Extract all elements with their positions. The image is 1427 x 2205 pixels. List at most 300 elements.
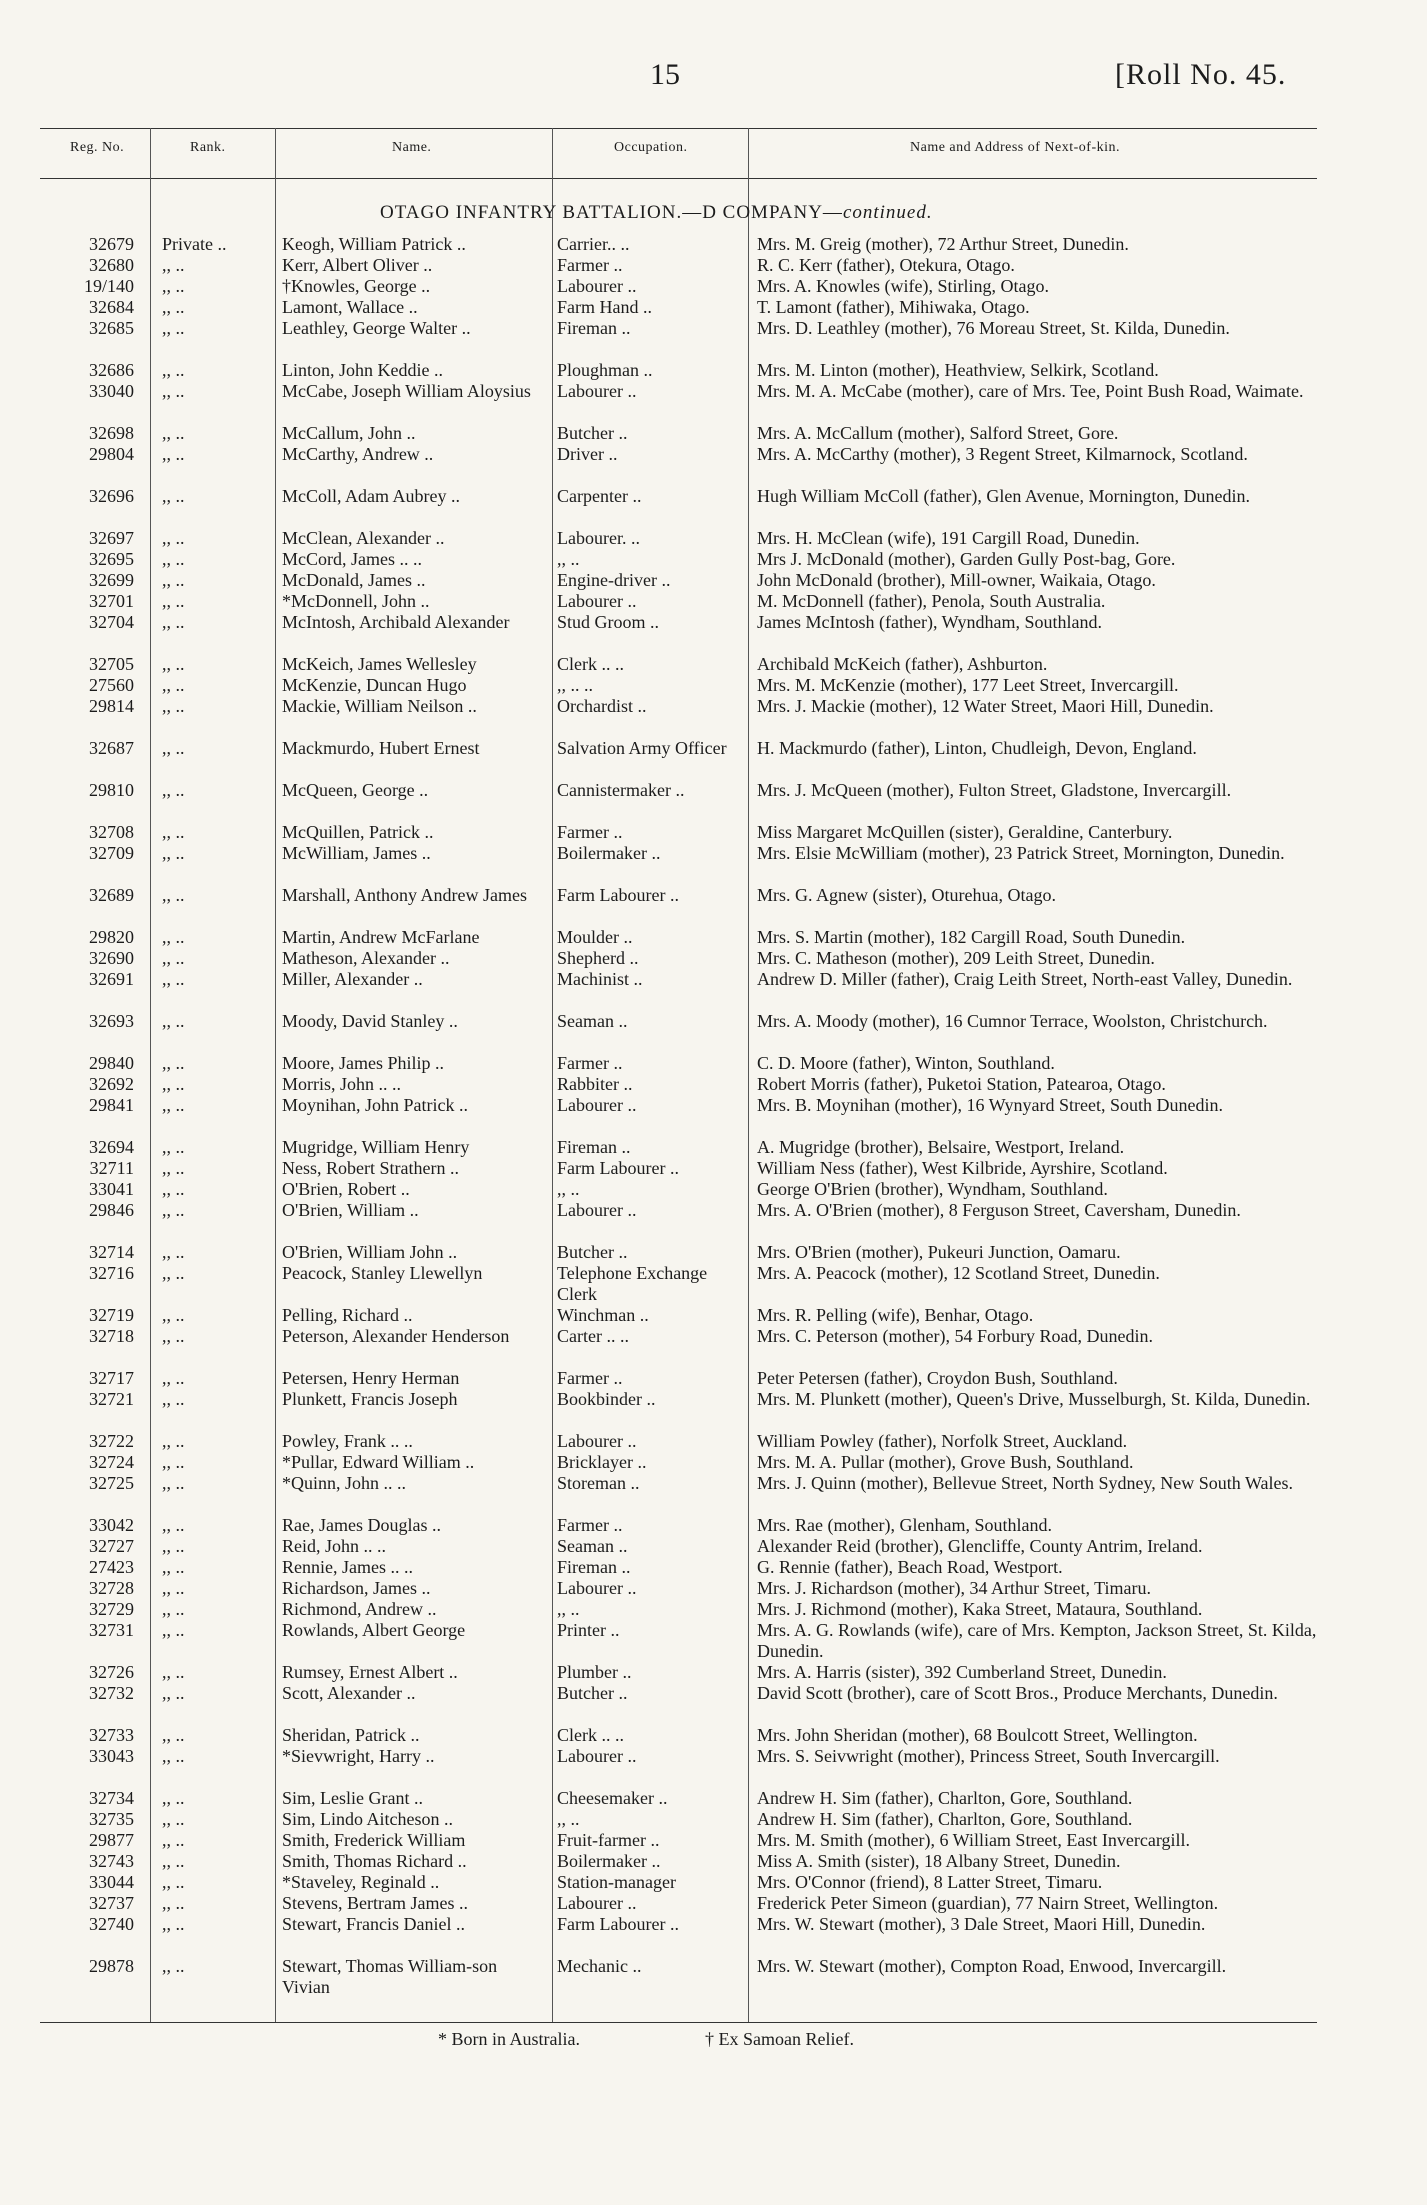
reg-number-cell: 32737 bbox=[89, 1893, 134, 1913]
next-of-kin-cell: Mrs. O'Brien (mother), Pukeuri Junction, Oamaru. bbox=[757, 1242, 1121, 1262]
rank-cell: ,, .. bbox=[162, 1851, 185, 1871]
reg-number-cell: 32731 bbox=[89, 1620, 134, 1640]
next-of-kin-cell: George O'Brien (brother), Wyndham, Southland. bbox=[757, 1179, 1108, 1199]
occupation-cell: Moulder .. bbox=[557, 927, 633, 947]
soldier-name-cell: Sim, Leslie Grant .. bbox=[282, 1788, 423, 1808]
next-of-kin-cell: Mrs. J. Quinn (mother), Bellevue Street, North Sydney, New South Wales. bbox=[757, 1473, 1293, 1493]
next-of-kin-cell: Mrs. J. Richmond (mother), Kaka Street, Mataura, Southland. bbox=[757, 1599, 1203, 1619]
occupation-cell: Labourer .. bbox=[557, 1095, 637, 1115]
reg-number-cell: 32719 bbox=[89, 1305, 134, 1325]
next-of-kin-cell: Peter Petersen (father), Croydon Bush, Southland. bbox=[757, 1368, 1118, 1388]
column-header-rank: Rank. bbox=[190, 140, 226, 155]
soldier-name-cell: Martin, Andrew McFarlane bbox=[282, 927, 480, 947]
soldier-name-cell: McWilliam, James .. bbox=[282, 843, 431, 863]
rank-cell: ,, .. bbox=[162, 1662, 185, 1682]
reg-number-cell: 32717 bbox=[89, 1368, 134, 1388]
soldier-name-cell: *Sievwright, Harry .. bbox=[282, 1746, 435, 1766]
reg-number-cell: 32708 bbox=[89, 822, 134, 842]
occupation-cell: Plumber .. bbox=[557, 1662, 632, 1682]
soldier-name-cell: Rennie, James .. .. bbox=[282, 1557, 413, 1577]
next-of-kin-cell: Mrs. J. Mackie (mother), 12 Water Street, Maori Hill, Dunedin. bbox=[757, 696, 1214, 716]
soldier-name-cell: *Staveley, Reginald .. bbox=[282, 1872, 440, 1892]
reg-number-cell: 32692 bbox=[89, 1074, 134, 1094]
next-of-kin-cell: Mrs. A. Harris (sister), 392 Cumberland Street, Dunedin. bbox=[757, 1662, 1167, 1682]
next-of-kin-cell: Mrs. A. G. Rowlands (wife), care of Mrs. Kempton, Jackson Street, St. Kilda, Dunedin. bbox=[757, 1620, 1317, 1661]
column-divider bbox=[150, 128, 151, 2023]
next-of-kin-cell: T. Lamont (father), Mihiwaka, Otago. bbox=[757, 297, 1030, 317]
occupation-cell: Farmer .. bbox=[557, 255, 623, 275]
soldier-name-cell: McQuillen, Patrick .. bbox=[282, 822, 434, 842]
soldier-name-cell: Lamont, Wallace .. bbox=[282, 297, 418, 317]
next-of-kin-cell: Mrs. M. Greig (mother), 72 Arthur Street, Dunedin. bbox=[757, 234, 1129, 254]
next-of-kin-cell: Mrs. J. Richardson (mother), 34 Arthur Street, Timaru. bbox=[757, 1578, 1151, 1598]
soldier-name-cell: Morris, John .. .. bbox=[282, 1074, 402, 1094]
occupation-cell: Labourer. .. bbox=[557, 528, 640, 548]
reg-number-cell: 32743 bbox=[89, 1851, 134, 1871]
rank-cell: ,, .. bbox=[162, 1095, 185, 1115]
next-of-kin-cell: Archibald McKeich (father), Ashburton. bbox=[757, 654, 1048, 674]
rank-cell: ,, .. bbox=[162, 1389, 185, 1409]
reg-number-cell: 32735 bbox=[89, 1809, 134, 1829]
soldier-name-cell: Sheridan, Patrick .. bbox=[282, 1725, 420, 1745]
soldier-name-cell: Ness, Robert Strathern .. bbox=[282, 1158, 459, 1178]
soldier-name-cell: Moynihan, John Patrick .. bbox=[282, 1095, 468, 1115]
occupation-cell: Salvation Army Officer bbox=[557, 738, 727, 758]
soldier-name-cell: *Quinn, John .. .. bbox=[282, 1473, 407, 1493]
reg-number-cell: 32718 bbox=[89, 1326, 134, 1346]
occupation-cell: ,, .. bbox=[557, 1179, 580, 1199]
next-of-kin-cell: Miss Margaret McQuillen (sister), Geraldine, Canterbury. bbox=[757, 822, 1173, 842]
rank-cell: ,, .. bbox=[162, 1074, 185, 1094]
rank-cell: ,, .. bbox=[162, 1893, 185, 1913]
table-bottom-rule bbox=[40, 2022, 1317, 2023]
rank-cell: ,, .. bbox=[162, 591, 185, 611]
reg-number-cell: 32689 bbox=[89, 885, 134, 905]
occupation-cell: Bookbinder .. bbox=[557, 1389, 656, 1409]
occupation-cell: Mechanic .. bbox=[557, 1956, 642, 1976]
reg-number-cell: 33042 bbox=[89, 1515, 134, 1535]
header-bottom-rule bbox=[40, 178, 1317, 179]
soldier-name-cell: Stevens, Bertram James .. bbox=[282, 1893, 468, 1913]
column-divider bbox=[748, 128, 749, 2023]
soldier-name-cell: McDonald, James .. bbox=[282, 570, 426, 590]
reg-number-cell: 32693 bbox=[89, 1011, 134, 1031]
reg-number-cell: 29814 bbox=[89, 696, 134, 716]
rank-cell: ,, .. bbox=[162, 381, 185, 401]
next-of-kin-cell: Mrs. B. Moynihan (mother), 16 Wynyard Street, South Dunedin. bbox=[757, 1095, 1224, 1115]
occupation-cell: Farmer .. bbox=[557, 1368, 623, 1388]
next-of-kin-cell: Mrs. M. A. Pullar (mother), Grove Bush, Southland. bbox=[757, 1452, 1134, 1472]
rank-cell: ,, .. bbox=[162, 1515, 185, 1535]
next-of-kin-cell: Mrs. A. Knowles (wife), Stirling, Otago. bbox=[757, 276, 1049, 296]
rank-cell: ,, .. bbox=[162, 738, 185, 758]
soldier-name-cell: Smith, Thomas Richard .. bbox=[282, 1851, 467, 1871]
reg-number-cell: 32690 bbox=[89, 948, 134, 968]
next-of-kin-cell: Mrs. M. Linton (mother), Heathview, Selkirk, Scotland. bbox=[757, 360, 1159, 380]
reg-number-cell: 29878 bbox=[89, 1956, 134, 1976]
occupation-cell: Labourer .. bbox=[557, 1431, 637, 1451]
next-of-kin-cell: Mrs. O'Connor (friend), 8 Latter Street, Timaru. bbox=[757, 1872, 1103, 1892]
rank-cell: ,, .. bbox=[162, 1788, 185, 1808]
occupation-cell: Carrier.. .. bbox=[557, 234, 630, 254]
rank-cell: ,, .. bbox=[162, 885, 185, 905]
reg-number-cell: 32687 bbox=[89, 738, 134, 758]
reg-number-cell: 32722 bbox=[89, 1431, 134, 1451]
next-of-kin-cell: Mrs. C. Peterson (mother), 54 Forbury Road, Dunedin. bbox=[757, 1326, 1153, 1346]
reg-number-cell: 29804 bbox=[89, 444, 134, 464]
rank-cell: ,, .. bbox=[162, 1242, 185, 1262]
occupation-cell: Ploughman .. bbox=[557, 360, 653, 380]
rank-cell: ,, .. bbox=[162, 1368, 185, 1388]
soldier-name-cell: Scott, Alexander .. bbox=[282, 1683, 416, 1703]
next-of-kin-cell: Mrs. G. Agnew (sister), Oturehua, Otago. bbox=[757, 885, 1056, 905]
rank-cell: ,, .. bbox=[162, 297, 185, 317]
soldier-name-cell: Pelling, Richard .. bbox=[282, 1305, 413, 1325]
reg-number-cell: 32691 bbox=[89, 969, 134, 989]
next-of-kin-cell: H. Mackmurdo (father), Linton, Chudleigh, Devon, England. bbox=[757, 738, 1197, 758]
soldier-name-cell: O'Brien, William .. bbox=[282, 1200, 419, 1220]
next-of-kin-cell: Hugh William McColl (father), Glen Avenue, Mornington, Dunedin. bbox=[757, 486, 1251, 506]
occupation-cell: Fruit-farmer .. bbox=[557, 1830, 660, 1850]
next-of-kin-cell: Mrs. J. McQueen (mother), Fulton Street, Gladstone, Invercargill. bbox=[757, 780, 1232, 800]
reg-number-cell: 33040 bbox=[89, 381, 134, 401]
rank-cell: ,, .. bbox=[162, 1452, 185, 1472]
occupation-cell: Carpenter .. bbox=[557, 486, 642, 506]
next-of-kin-cell: Mrs. John Sheridan (mother), 68 Boulcott Street, Wellington. bbox=[757, 1725, 1198, 1745]
soldier-name-cell: Miller, Alexander .. bbox=[282, 969, 423, 989]
occupation-cell: Engine-driver .. bbox=[557, 570, 671, 590]
reg-number-cell: 32728 bbox=[89, 1578, 134, 1598]
occupation-cell: Stud Groom .. bbox=[557, 612, 660, 632]
section-title: OTAGO INFANTRY BATTALION.—D COMPANY— bbox=[380, 202, 843, 223]
reg-number-cell: 32701 bbox=[89, 591, 134, 611]
rank-cell: ,, .. bbox=[162, 423, 185, 443]
next-of-kin-cell: Mrs. A. McCallum (mother), Salford Street, Gore. bbox=[757, 423, 1119, 443]
occupation-cell: Storeman .. bbox=[557, 1473, 640, 1493]
occupation-cell: Cheesemaker .. bbox=[557, 1788, 668, 1808]
header-top-rule bbox=[40, 128, 1317, 129]
occupation-cell: Labourer .. bbox=[557, 381, 637, 401]
reg-number-cell: 27423 bbox=[89, 1557, 134, 1577]
reg-number-cell: 32704 bbox=[89, 612, 134, 632]
reg-number-cell: 33041 bbox=[89, 1179, 134, 1199]
next-of-kin-cell: Mrs. A. O'Brien (mother), 8 Ferguson Street, Caversham, Dunedin. bbox=[757, 1200, 1241, 1220]
reg-number-cell: 32725 bbox=[89, 1473, 134, 1493]
rank-cell: ,, .. bbox=[162, 1431, 185, 1451]
rank-cell: ,, .. bbox=[162, 360, 185, 380]
occupation-cell: Carter .. .. bbox=[557, 1326, 629, 1346]
rank-cell: ,, .. bbox=[162, 549, 185, 569]
page-number: 15 bbox=[650, 58, 680, 91]
next-of-kin-cell: Mrs. D. Leathley (mother), 76 Moreau Street, St. Kilda, Dunedin. bbox=[757, 318, 1230, 338]
soldier-name-cell: Moody, David Stanley .. bbox=[282, 1011, 458, 1031]
soldier-name-cell: †Knowles, George .. bbox=[282, 276, 431, 296]
rank-cell: ,, .. bbox=[162, 1536, 185, 1556]
reg-number-cell: 32724 bbox=[89, 1452, 134, 1472]
next-of-kin-cell: G. Rennie (father), Beach Road, Westport. bbox=[757, 1557, 1063, 1577]
rank-cell: ,, .. bbox=[162, 948, 185, 968]
soldier-name-cell: Mugridge, William Henry bbox=[282, 1137, 470, 1157]
next-of-kin-cell: R. C. Kerr (father), Otekura, Otago. bbox=[757, 255, 1015, 275]
footnote-ex-samoan-relief: † Ex Samoan Relief. bbox=[705, 2029, 854, 2049]
reg-number-cell: 32734 bbox=[89, 1788, 134, 1808]
occupation-cell: Winchman .. bbox=[557, 1305, 649, 1325]
reg-number-cell: 32714 bbox=[89, 1242, 134, 1262]
rank-cell: ,, .. bbox=[162, 1956, 185, 1976]
soldier-name-cell: Matheson, Alexander .. bbox=[282, 948, 450, 968]
rank-cell: ,, .. bbox=[162, 927, 185, 947]
rank-cell: ,, .. bbox=[162, 1809, 185, 1829]
occupation-cell: Boilermaker .. bbox=[557, 1851, 661, 1871]
reg-number-cell: 32740 bbox=[89, 1914, 134, 1934]
occupation-cell: Labourer .. bbox=[557, 1746, 637, 1766]
occupation-cell: Driver .. bbox=[557, 444, 618, 464]
reg-number-cell: 29846 bbox=[89, 1200, 134, 1220]
occupation-cell: Fireman .. bbox=[557, 318, 631, 338]
rank-cell: ,, .. bbox=[162, 1557, 185, 1577]
occupation-cell: Machinist .. bbox=[557, 969, 643, 989]
rank-cell: ,, .. bbox=[162, 1326, 185, 1346]
reg-number-cell: 32680 bbox=[89, 255, 134, 275]
next-of-kin-cell: Mrs. Elsie McWilliam (mother), 23 Patrick Street, Mornington, Dunedin. bbox=[757, 843, 1285, 863]
column-header-occupation: Occupation. bbox=[614, 140, 688, 155]
reg-number-cell: 32705 bbox=[89, 654, 134, 674]
occupation-cell: Butcher .. bbox=[557, 1242, 628, 1262]
next-of-kin-cell: William Powley (father), Norfolk Street, Auckland. bbox=[757, 1431, 1128, 1451]
reg-number-cell: 32716 bbox=[89, 1263, 134, 1283]
rank-cell: ,, .. bbox=[162, 1137, 185, 1157]
soldier-name-cell: McQueen, George .. bbox=[282, 780, 429, 800]
reg-number-cell: 32694 bbox=[89, 1137, 134, 1157]
soldier-name-cell: Rowlands, Albert George bbox=[282, 1620, 466, 1640]
occupation-cell: ,, .. bbox=[557, 549, 580, 569]
occupation-cell: Fireman .. bbox=[557, 1137, 631, 1157]
soldier-name-cell: McKeich, James Wellesley bbox=[282, 654, 477, 674]
soldier-name-cell: McColl, Adam Aubrey .. bbox=[282, 486, 460, 506]
reg-number-cell: 32696 bbox=[89, 486, 134, 506]
reg-number-cell: 32699 bbox=[89, 570, 134, 590]
occupation-cell: Labourer .. bbox=[557, 591, 637, 611]
occupation-cell: Clerk .. .. bbox=[557, 1725, 624, 1745]
rank-cell: ,, .. bbox=[162, 444, 185, 464]
occupation-cell: Clerk .. .. bbox=[557, 654, 624, 674]
soldier-name-cell: Keogh, William Patrick .. bbox=[282, 234, 466, 254]
soldier-name-cell: Rumsey, Ernest Albert .. bbox=[282, 1662, 458, 1682]
rank-cell: ,, .. bbox=[162, 1620, 185, 1640]
reg-number-cell: 32686 bbox=[89, 360, 134, 380]
next-of-kin-cell: Miss A. Smith (sister), 18 Albany Street, Dunedin. bbox=[757, 1851, 1121, 1871]
reg-number-cell: 19/140 bbox=[83, 276, 134, 296]
occupation-cell: Farmer .. bbox=[557, 822, 623, 842]
reg-number-cell: 29841 bbox=[89, 1095, 134, 1115]
soldier-name-cell: *McDonnell, John .. bbox=[282, 591, 430, 611]
reg-number-cell: 32711 bbox=[89, 1158, 134, 1178]
reg-number-cell: 32684 bbox=[89, 297, 134, 317]
column-header-reg-no: Reg. No. bbox=[70, 140, 125, 155]
next-of-kin-cell: Mrs. S. Martin (mother), 182 Cargill Road, South Dunedin. bbox=[757, 927, 1186, 947]
soldier-name-cell: Richmond, Andrew .. bbox=[282, 1599, 437, 1619]
reg-number-cell: 29820 bbox=[89, 927, 134, 947]
reg-number-cell: 32697 bbox=[89, 528, 134, 548]
occupation-cell: Farmer .. bbox=[557, 1515, 623, 1535]
reg-number-cell: 32733 bbox=[89, 1725, 134, 1745]
rank-cell: ,, .. bbox=[162, 1725, 185, 1745]
occupation-cell: Boilermaker .. bbox=[557, 843, 661, 863]
soldier-name-cell: Moore, James Philip .. bbox=[282, 1053, 444, 1073]
soldier-name-cell: Peterson, Alexander Henderson bbox=[282, 1326, 510, 1346]
next-of-kin-cell: Mrs. M. A. McCabe (mother), care of Mrs. Tee, Point Bush Road, Waimate. bbox=[757, 381, 1304, 401]
next-of-kin-cell: Andrew H. Sim (father), Charlton, Gore, Southland. bbox=[757, 1809, 1133, 1829]
occupation-cell: Telephone Exchange Clerk bbox=[557, 1263, 708, 1304]
soldier-name-cell: McCord, James .. .. bbox=[282, 549, 422, 569]
soldier-name-cell: Sim, Lindo Aitcheson .. bbox=[282, 1809, 453, 1829]
soldier-name-cell: Petersen, Henry Herman bbox=[282, 1368, 460, 1388]
occupation-cell: Farm Labourer .. bbox=[557, 1914, 679, 1934]
soldier-name-cell: McCallum, John .. bbox=[282, 423, 416, 443]
rank-cell: Private .. bbox=[162, 234, 227, 254]
next-of-kin-cell: Mrs. C. Matheson (mother), 209 Leith Street, Dunedin. bbox=[757, 948, 1155, 968]
rank-cell: ,, .. bbox=[162, 780, 185, 800]
occupation-cell: Cannistermaker .. bbox=[557, 780, 685, 800]
occupation-cell: Printer .. bbox=[557, 1620, 620, 1640]
rank-cell: ,, .. bbox=[162, 969, 185, 989]
occupation-cell: Shepherd .. bbox=[557, 948, 639, 968]
next-of-kin-cell: Mrs. H. McClean (wife), 191 Cargill Road, Dunedin. bbox=[757, 528, 1140, 548]
rank-cell: ,, .. bbox=[162, 255, 185, 275]
rank-cell: ,, .. bbox=[162, 1011, 185, 1031]
rank-cell: ,, .. bbox=[162, 654, 185, 674]
soldier-name-cell: Powley, Frank .. .. bbox=[282, 1431, 413, 1451]
next-of-kin-cell: Mrs. Rae (mother), Glenham, Southland. bbox=[757, 1515, 1052, 1535]
soldier-name-cell: Richardson, James .. bbox=[282, 1578, 431, 1598]
rank-cell: ,, .. bbox=[162, 570, 185, 590]
reg-number-cell: 32726 bbox=[89, 1662, 134, 1682]
reg-number-cell: 32721 bbox=[89, 1389, 134, 1409]
soldier-name-cell: Rae, James Douglas .. bbox=[282, 1515, 441, 1535]
reg-number-cell: 29840 bbox=[89, 1053, 134, 1073]
occupation-cell: Labourer .. bbox=[557, 1578, 637, 1598]
soldier-name-cell: McClean, Alexander .. bbox=[282, 528, 445, 548]
rank-cell: ,, .. bbox=[162, 1914, 185, 1934]
rank-cell: ,, .. bbox=[162, 486, 185, 506]
next-of-kin-cell: M. McDonnell (father), Penola, South Australia. bbox=[757, 591, 1106, 611]
occupation-cell: Bricklayer .. bbox=[557, 1452, 647, 1472]
next-of-kin-cell: Mrs. M. McKenzie (mother), 177 Leet Street, Invercargill. bbox=[757, 675, 1179, 695]
occupation-cell: Rabbiter .. bbox=[557, 1074, 633, 1094]
soldier-name-cell: O'Brien, Robert .. bbox=[282, 1179, 410, 1199]
next-of-kin-cell: Mrs. A. McCarthy (mother), 3 Regent Street, Kilmarnock, Scotland. bbox=[757, 444, 1248, 464]
soldier-name-cell: Kerr, Albert Oliver .. bbox=[282, 255, 433, 275]
next-of-kin-cell: Mrs. A. Peacock (mother), 12 Scotland Street, Dunedin. bbox=[757, 1263, 1160, 1283]
occupation-cell: Butcher .. bbox=[557, 423, 628, 443]
reg-number-cell: 32727 bbox=[89, 1536, 134, 1556]
reg-number-cell: 32698 bbox=[89, 423, 134, 443]
reg-number-cell: 29810 bbox=[89, 780, 134, 800]
reg-number-cell: 27560 bbox=[89, 675, 134, 695]
occupation-cell: Farm Labourer .. bbox=[557, 1158, 679, 1178]
next-of-kin-cell: Mrs. W. Stewart (mother), Compton Road, Enwood, Invercargill. bbox=[757, 1956, 1227, 1976]
footnote-born-in-australia: * Born in Australia. bbox=[438, 2029, 580, 2049]
column-header-name: Name. bbox=[392, 140, 432, 155]
rank-cell: ,, .. bbox=[162, 1599, 185, 1619]
next-of-kin-cell: Andrew H. Sim (father), Charlton, Gore, Southland. bbox=[757, 1788, 1133, 1808]
reg-number-cell: 32732 bbox=[89, 1683, 134, 1703]
rank-cell: ,, .. bbox=[162, 1830, 185, 1850]
occupation-cell: Orchardist .. bbox=[557, 696, 647, 716]
next-of-kin-cell: David Scott (brother), care of Scott Bros., Produce Merchants, Dunedin. bbox=[757, 1683, 1278, 1703]
rank-cell: ,, .. bbox=[162, 1053, 185, 1073]
soldier-name-cell: McKenzie, Duncan Hugo bbox=[282, 675, 467, 695]
rank-cell: ,, .. bbox=[162, 1746, 185, 1766]
next-of-kin-cell: Mrs J. McDonald (mother), Garden Gully Post-bag, Gore. bbox=[757, 549, 1176, 569]
occupation-cell: Farm Hand .. bbox=[557, 297, 652, 317]
rank-cell: ,, .. bbox=[162, 318, 185, 338]
soldier-name-cell: McCabe, Joseph William Aloysius bbox=[282, 381, 531, 401]
next-of-kin-cell: Mrs. A. Moody (mother), 16 Cumnor Terrace, Woolston, Christchurch. bbox=[757, 1011, 1268, 1031]
soldier-name-cell: Peacock, Stanley Llewellyn bbox=[282, 1263, 483, 1283]
reg-number-cell: 29877 bbox=[89, 1830, 134, 1850]
rank-cell: ,, .. bbox=[162, 1179, 185, 1199]
occupation-cell: Labourer .. bbox=[557, 276, 637, 296]
section-heading bbox=[380, 202, 933, 224]
next-of-kin-cell: Alexander Reid (brother), Glencliffe, County Antrim, Ireland. bbox=[757, 1536, 1203, 1556]
occupation-cell: Farm Labourer .. bbox=[557, 885, 679, 905]
reg-number-cell: 32729 bbox=[89, 1599, 134, 1619]
rank-cell: ,, .. bbox=[162, 1683, 185, 1703]
occupation-cell: ,, .. bbox=[557, 1599, 580, 1619]
reg-number-cell: 32679 bbox=[89, 234, 134, 254]
soldier-name-cell: Plunkett, Francis Joseph bbox=[282, 1389, 458, 1409]
next-of-kin-cell: Mrs. W. Stewart (mother), 3 Dale Street, Maori Hill, Dunedin. bbox=[757, 1914, 1206, 1934]
rank-cell: ,, .. bbox=[162, 1200, 185, 1220]
soldier-name-cell: O'Brien, William John .. bbox=[282, 1242, 458, 1262]
soldier-name-cell: Reid, John .. .. bbox=[282, 1536, 387, 1556]
rank-cell: ,, .. bbox=[162, 675, 185, 695]
occupation-cell: Seaman .. bbox=[557, 1536, 628, 1556]
occupation-cell: Farmer .. bbox=[557, 1053, 623, 1073]
roll-number-label: [Roll No. 45. bbox=[1115, 58, 1287, 91]
column-divider bbox=[552, 128, 553, 2023]
next-of-kin-cell: Frederick Peter Simeon (guardian), 77 Nairn Street, Wellington. bbox=[757, 1893, 1219, 1913]
rank-cell: ,, .. bbox=[162, 1263, 185, 1283]
soldier-name-cell: Linton, John Keddie .. bbox=[282, 360, 443, 380]
next-of-kin-cell: William Ness (father), West Kilbride, Ayrshire, Scotland. bbox=[757, 1158, 1168, 1178]
soldier-name-cell: Smith, Frederick William bbox=[282, 1830, 466, 1850]
soldier-name-cell: *Pullar, Edward William .. bbox=[282, 1452, 475, 1472]
next-of-kin-cell: C. D. Moore (father), Winton, Southland. bbox=[757, 1053, 1055, 1073]
rank-cell: ,, .. bbox=[162, 696, 185, 716]
rank-cell: ,, .. bbox=[162, 612, 185, 632]
next-of-kin-cell: A. Mugridge (brother), Belsaire, Westport, Ireland. bbox=[757, 1137, 1125, 1157]
soldier-name-cell: Stewart, Thomas William-son Vivian bbox=[282, 1956, 498, 1997]
occupation-cell: ,, .. bbox=[557, 1809, 580, 1829]
occupation-cell: ,, .. .. bbox=[557, 675, 593, 695]
occupation-cell: Seaman .. bbox=[557, 1011, 628, 1031]
soldier-name-cell: Mackie, William Neilson .. bbox=[282, 696, 477, 716]
next-of-kin-cell: James McIntosh (father), Wyndham, Southland. bbox=[757, 612, 1103, 632]
rank-cell: ,, .. bbox=[162, 1872, 185, 1892]
occupation-cell: Fireman .. bbox=[557, 1557, 631, 1577]
next-of-kin-cell: Mrs. S. Seivwright (mother), Princess Street, South Invercargill. bbox=[757, 1746, 1220, 1766]
reg-number-cell: 32695 bbox=[89, 549, 134, 569]
rank-cell: ,, .. bbox=[162, 822, 185, 842]
next-of-kin-cell: Mrs. R. Pelling (wife), Benhar, Otago. bbox=[757, 1305, 1034, 1325]
soldier-name-cell: McCarthy, Andrew .. bbox=[282, 444, 434, 464]
occupation-cell: Station-manager bbox=[557, 1872, 676, 1892]
reg-number-cell: 32709 bbox=[89, 843, 134, 863]
rank-cell: ,, .. bbox=[162, 276, 185, 296]
soldier-name-cell: Stewart, Francis Daniel .. bbox=[282, 1914, 465, 1934]
